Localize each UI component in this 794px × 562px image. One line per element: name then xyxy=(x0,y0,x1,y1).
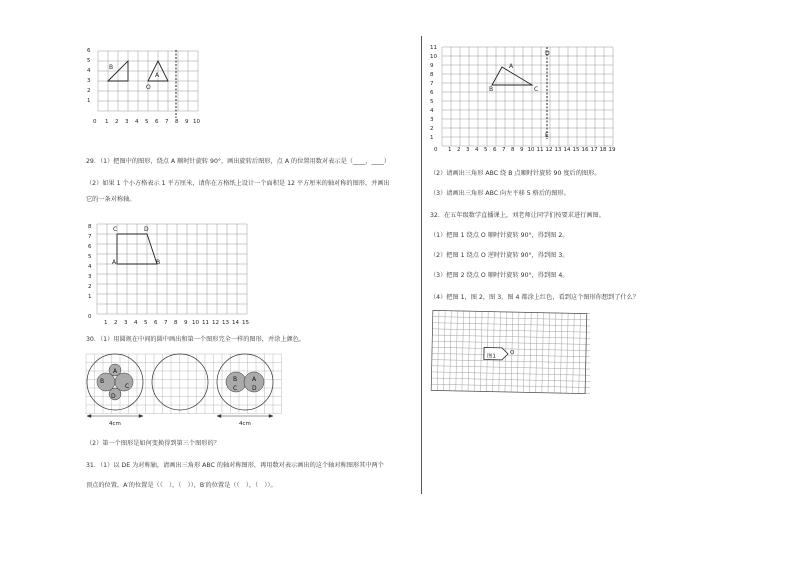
y-tick: 4 xyxy=(430,108,434,114)
grid-line xyxy=(548,313,550,393)
y-tick: 6 xyxy=(430,90,434,96)
grid-line xyxy=(462,311,464,391)
circle-label: B xyxy=(233,376,238,383)
circle-label: D xyxy=(111,393,116,400)
grid-line xyxy=(480,311,482,391)
y-tick: 3 xyxy=(430,117,434,123)
question-30-2: （2）第一个图形是如何变换得到第三个图形的？ xyxy=(86,440,220,447)
y-tick: 5 xyxy=(88,254,92,260)
figure-1-label: 图1 xyxy=(486,353,496,360)
x-tick: 0 xyxy=(93,119,97,125)
label-b: B xyxy=(156,259,161,266)
circle-label: C xyxy=(125,383,130,390)
question-32-4: （4）把图 1，图 2，图 3，图 4 都涂上红色，看到这个图形你想到了什么？ xyxy=(430,294,639,301)
x-tick: 14 xyxy=(563,147,571,153)
grid-line xyxy=(433,317,590,320)
x-tick: 13 xyxy=(554,147,562,153)
x-tick: 15 xyxy=(242,320,249,326)
x-tick: 8 xyxy=(175,119,179,125)
y-tick: 3 xyxy=(88,274,92,280)
question-31-1: 31．（1）以 DE 为对称轴，请画出三角形 ABC 的轴对称图形，再用数对表示画出的这个轴对称图形其中两个 xyxy=(86,462,384,469)
label-c: C xyxy=(113,226,118,233)
x-tick: 4 xyxy=(475,147,479,153)
question-29-2: （2）如果 1 个小方格表示 1 平方厘米，请你在方格纸上设计一个面积是 12 平方厘米的轴对称的图形，并画出 xyxy=(86,180,390,187)
graph-1 xyxy=(84,44,224,128)
question-32: 32．在五年级数学直播课上，刘老师让同学们按要求进行画图。 xyxy=(430,212,605,219)
x-tick: 10 xyxy=(192,320,199,326)
y-tick: 2 xyxy=(87,88,91,94)
y-tick: 6 xyxy=(88,244,92,250)
question-32-1: （1）把图 1 绕点 O 顺时针旋转 90°，得到图 2。 xyxy=(430,232,569,239)
grid-line xyxy=(432,341,590,344)
circle-label: B xyxy=(100,378,105,385)
x-tick: 11 xyxy=(202,320,209,326)
y-tick: 4 xyxy=(88,264,92,270)
x-tick: 19 xyxy=(608,147,616,153)
x-tick: 15 xyxy=(572,147,580,153)
grid-line xyxy=(517,312,519,392)
y-tick: 3 xyxy=(87,78,91,84)
point-o-label: O xyxy=(509,350,515,357)
grid-line xyxy=(443,311,445,391)
y-tick: 8 xyxy=(88,224,92,230)
y-tick: 0 xyxy=(88,314,92,320)
grid-line xyxy=(560,313,562,393)
grid-line xyxy=(530,312,532,392)
x-tick: 3 xyxy=(124,320,128,326)
x-tick: 17 xyxy=(590,147,598,153)
x-tick: 8 xyxy=(174,320,178,326)
x-tick: 7 xyxy=(165,119,169,125)
grid-line xyxy=(474,311,476,391)
y-tick: 6 xyxy=(87,48,91,54)
grid-line xyxy=(450,311,452,391)
label-b: B xyxy=(109,64,114,71)
y-tick: 7 xyxy=(430,81,434,87)
x-tick: 3 xyxy=(466,147,470,153)
graph-3 xyxy=(428,40,628,160)
label-a: A xyxy=(155,72,160,79)
y-tick: 5 xyxy=(87,58,91,64)
x-tick: 4 xyxy=(135,119,139,125)
grid-line xyxy=(566,313,568,393)
y-tick: 11 xyxy=(430,45,437,51)
x-tick: 2 xyxy=(457,147,461,153)
y-tick: 9 xyxy=(430,63,434,69)
circle-label: A xyxy=(252,376,257,383)
y-tick: 2 xyxy=(430,126,434,132)
grid-line xyxy=(554,313,556,393)
grid-line xyxy=(536,313,538,393)
column-divider xyxy=(421,36,422,494)
x-tick: 10 xyxy=(193,119,200,125)
y-tick: 7 xyxy=(88,234,92,240)
dimension-label: 4cm xyxy=(239,421,251,427)
grid-line xyxy=(431,384,590,387)
grid-line xyxy=(432,329,590,332)
x-tick: 3 xyxy=(125,119,129,125)
grid-line xyxy=(437,311,439,391)
grid-line xyxy=(523,312,525,392)
y-tick: 4 xyxy=(87,68,91,74)
question-30-1: 30．（1）用圆规在中间的圆中画出和第一个图形完全一样的图形，并涂上颜色。 xyxy=(86,336,306,343)
x-tick: 9 xyxy=(185,119,189,125)
x-tick: 1 xyxy=(448,147,452,153)
label-a: A xyxy=(509,63,514,70)
x-tick: 6 xyxy=(155,119,159,125)
x-tick: 6 xyxy=(154,320,158,326)
x-tick: 16 xyxy=(581,147,589,153)
x-tick: 5 xyxy=(484,147,488,153)
grid-line xyxy=(579,314,581,394)
grid-line xyxy=(433,323,590,326)
y-tick: 5 xyxy=(430,99,434,105)
x-tick: 12 xyxy=(545,147,553,153)
question-29-1: 29．（1）把图中的图形，绕点 A 顺时针旋转 90°，画出旋转后图形，点 A 的位置用数对表示是（____，____） xyxy=(86,158,391,165)
x-tick: 11 xyxy=(536,147,544,153)
x-tick: 1 xyxy=(104,320,108,326)
x-tick: 7 xyxy=(164,320,168,326)
x-tick: 8 xyxy=(511,147,515,153)
x-tick: 10 xyxy=(527,147,535,153)
label-o: O xyxy=(146,84,151,91)
dimension-label: 4cm xyxy=(109,421,121,427)
label-e: E xyxy=(545,132,549,139)
x-tick: 1 xyxy=(105,119,109,125)
graph-2 xyxy=(84,218,284,328)
grid-line xyxy=(432,360,590,363)
question-31-2: （2）请画出三角形 ABC 绕 B 点顺时针旋转 90 度后的图形。 xyxy=(430,170,601,177)
grid-line xyxy=(573,313,575,393)
y-tick: 1 xyxy=(87,98,91,104)
label-d: D xyxy=(545,50,550,57)
label-c: C xyxy=(534,86,539,93)
x-tick: 9 xyxy=(184,320,188,326)
y-tick: 1 xyxy=(88,294,92,300)
y-tick: 10 xyxy=(430,54,437,60)
circles-figure xyxy=(84,352,294,432)
circle-label: C xyxy=(233,385,238,392)
x-tick: 5 xyxy=(144,320,148,326)
grid-line xyxy=(468,311,470,391)
circle-label: D xyxy=(252,385,257,392)
x-tick: 6 xyxy=(493,147,497,153)
x-tick: 4 xyxy=(134,320,138,326)
x-tick: 14 xyxy=(232,320,239,326)
grid-line xyxy=(432,366,590,369)
circle-label: A xyxy=(113,368,118,375)
x-tick: 12 xyxy=(212,320,219,326)
grid-4 xyxy=(428,308,590,398)
question-32-3: （3）把图 2 绕点 O 顺时针旋转 90°，得到图 4。 xyxy=(430,272,569,279)
question-32-2: （2）把图 1 绕点 O 逆时针旋转 90°，得到图 3。 xyxy=(430,252,569,259)
label-a: A xyxy=(112,259,117,266)
grid-line xyxy=(431,378,590,381)
grid-line xyxy=(432,372,590,375)
question-29-2-cont: 它的一条对称轴。 xyxy=(86,196,136,203)
x-tick: 2 xyxy=(115,119,119,125)
x-tick: 13 xyxy=(222,320,229,326)
x-tick: 5 xyxy=(145,119,149,125)
grid-line xyxy=(456,311,458,391)
question-31-3: （3）请画出三角形 ABC 向左平移 5 格后的图形。 xyxy=(430,190,570,197)
x-tick: 18 xyxy=(599,147,607,153)
grid-line xyxy=(542,313,544,393)
y-tick: 8 xyxy=(430,72,434,78)
label-d: D xyxy=(144,226,149,233)
x-tick: 0 xyxy=(434,147,438,153)
x-tick: 9 xyxy=(520,147,524,153)
question-31-1-cont: 顶点的位置，A′的位置是（（ ），（ ）），B′的位置是（（ ），（ ））。 xyxy=(86,482,277,489)
x-tick: 7 xyxy=(502,147,506,153)
y-tick: 1 xyxy=(430,135,434,141)
y-tick: 2 xyxy=(88,284,92,290)
label-b: B xyxy=(489,86,494,93)
grid-line xyxy=(432,335,590,338)
x-tick: 2 xyxy=(114,320,118,326)
